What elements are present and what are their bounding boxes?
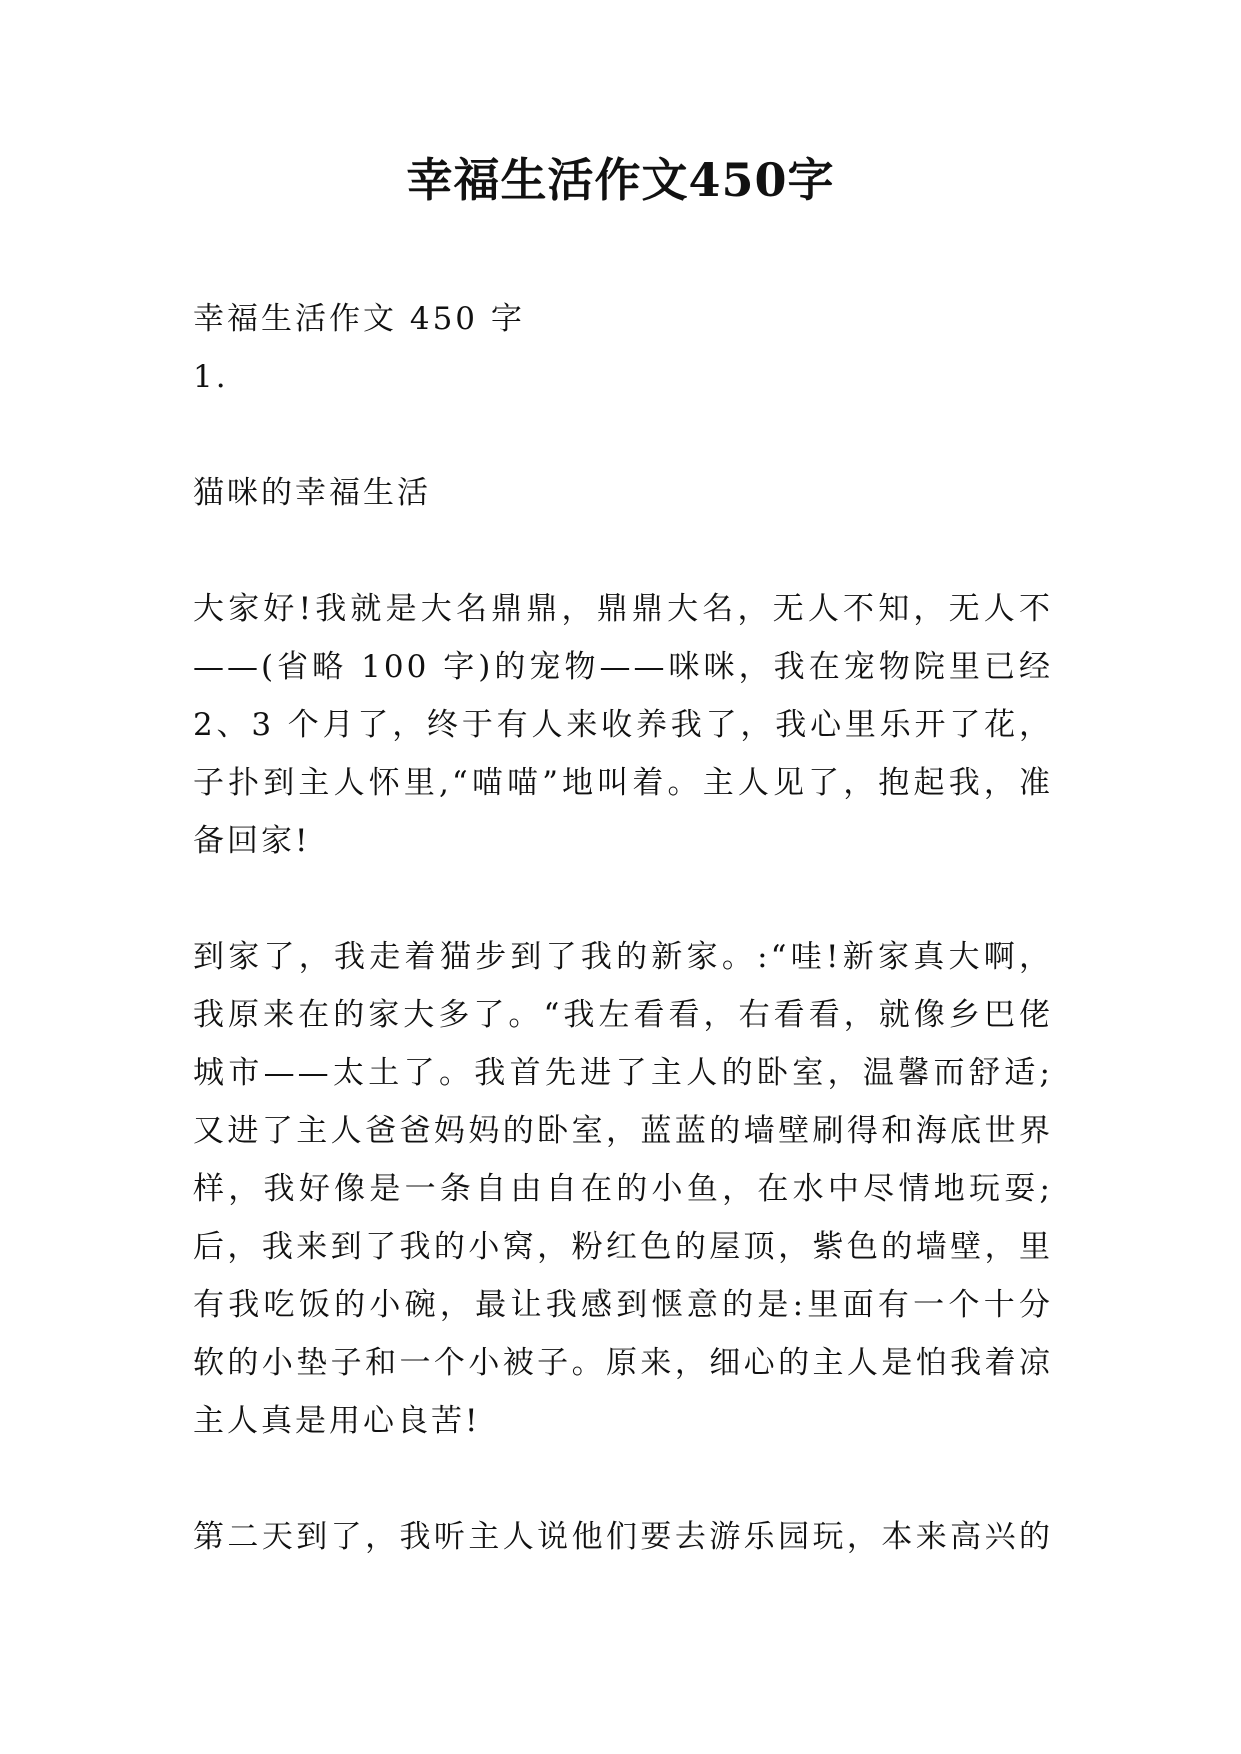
paragraph-line: 后，我来到了我的小窝，粉红色的屋顶，紫色的墙壁，里 — [193, 1229, 1053, 1265]
paragraph-line: 样，我好像是一条自由自在的小鱼，在水中尽情地玩耍; — [193, 1171, 1053, 1207]
document-title: 幸福生活作文450字 — [406, 153, 835, 207]
paragraph-line: 备回家! — [193, 823, 311, 859]
paragraph-line: 2、3 个月了，终于有人来收养我了，我心里乐开了花， — [193, 707, 1053, 743]
paragraph-line: 大家好!我就是大名鼎鼎，鼎鼎大名，无人不知，无人不 — [193, 591, 1053, 627]
paragraph-line: 我原来在的家大多了。“我左看看，右看看，就像乡巴佬 — [193, 997, 1053, 1033]
paragraph-line: 子扑到主人怀里,“喵喵”地叫着。主人见了，抱起我，准 — [193, 765, 1053, 801]
paragraph-line: 第二天到了，我听主人说他们要去游乐园玩，本来高兴的 — [193, 1519, 1053, 1555]
paragraph-2 — [193, 928, 1053, 1450]
paragraph-line: 又进了主人爸爸妈妈的卧室，蓝蓝的墙壁刷得和海底世界 — [193, 1113, 1053, 1149]
paragraph-line: 城市——太土了。我首先进了主人的卧室，温馨而舒适; — [193, 1055, 1053, 1091]
paragraph-line: 软的小垫子和一个小被子。原来，细心的主人是怕我着凉 — [193, 1345, 1053, 1381]
paragraph-1 — [193, 580, 1053, 870]
paragraph-line: 有我吃饭的小碗，最让我感到惬意的是:里面有一个十分 — [193, 1287, 1053, 1323]
section-heading: 猫咪的幸福生活 — [193, 475, 431, 511]
paragraph-line: 到家了，我走着猫步到了我的新家。:“哇!新家真大啊， — [193, 939, 1053, 975]
paragraph-line: ——(省略 100 字)的宠物——咪咪，我在宠物院里已经 — [193, 649, 1053, 685]
subtitle: 幸福生活作文 450 字 — [193, 301, 525, 337]
paragraph-3 — [193, 1508, 1053, 1566]
paragraph-line: 主人真是用心良苦! — [193, 1403, 481, 1439]
document-body — [193, 290, 1053, 1566]
section-number: 1. — [193, 359, 229, 395]
